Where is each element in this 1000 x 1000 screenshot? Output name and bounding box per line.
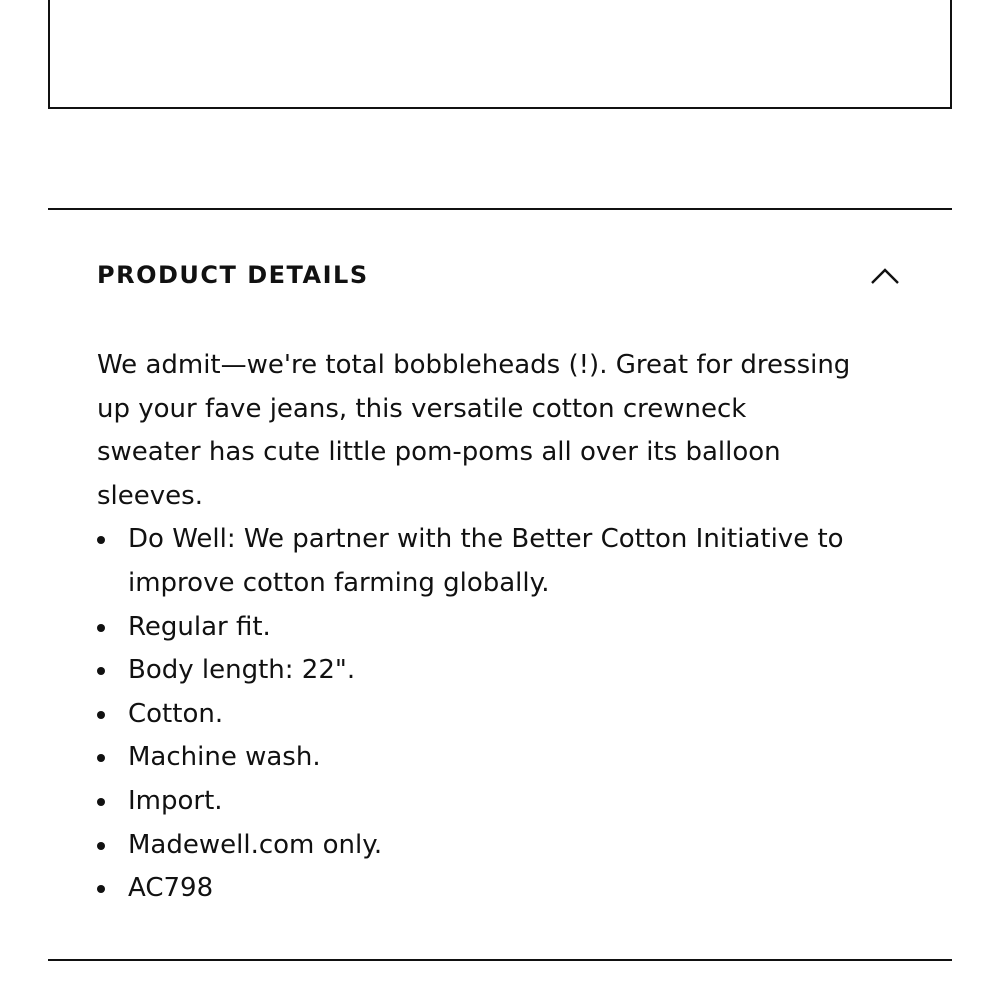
list-item-text: Do Well: We partner with the Better Cotton Initiative to improve cotton farming globally. bbox=[128, 524, 844, 598]
chevron-up-icon[interactable] bbox=[870, 264, 900, 288]
bullet-icon bbox=[97, 754, 105, 762]
list-item-text: Body length: 22". bbox=[128, 655, 356, 686]
list-item-text: Madewell.com only. bbox=[128, 829, 383, 860]
bullet-icon bbox=[97, 667, 105, 675]
bullet-icon bbox=[97, 798, 105, 806]
bullet-icon bbox=[97, 536, 105, 544]
list-item bbox=[97, 518, 857, 605]
list-item bbox=[97, 649, 857, 693]
product-details-accordion-header[interactable] bbox=[48, 210, 952, 340]
product-details-content bbox=[97, 344, 857, 911]
list-item-text: AC798 bbox=[128, 873, 214, 904]
list-item-text: Import. bbox=[128, 785, 223, 816]
list-item bbox=[97, 867, 857, 911]
list-item bbox=[97, 606, 857, 650]
bullet-icon bbox=[97, 885, 105, 893]
section-divider-bottom bbox=[48, 959, 952, 961]
list-item bbox=[97, 693, 857, 737]
product-description: We admit—we're total bobbleheads (!). Great for dressing up your fave jeans, this versatile cotton crewneck sweater has cute little pom-poms all over its balloon sleeves. bbox=[97, 350, 851, 511]
list-item bbox=[97, 780, 857, 824]
list-item-text: Cotton. bbox=[128, 698, 224, 729]
list-item-text: Machine wash. bbox=[128, 742, 321, 773]
list-item-text: Regular fit. bbox=[128, 611, 271, 642]
product-details-list bbox=[97, 518, 857, 910]
bullet-icon bbox=[97, 624, 105, 632]
section-title: PRODUCT DETAILS bbox=[97, 261, 369, 289]
list-item bbox=[97, 736, 857, 780]
bullet-icon bbox=[97, 842, 105, 850]
bullet-icon bbox=[97, 711, 105, 719]
previous-section-box bbox=[48, 0, 952, 109]
list-item bbox=[97, 824, 857, 868]
